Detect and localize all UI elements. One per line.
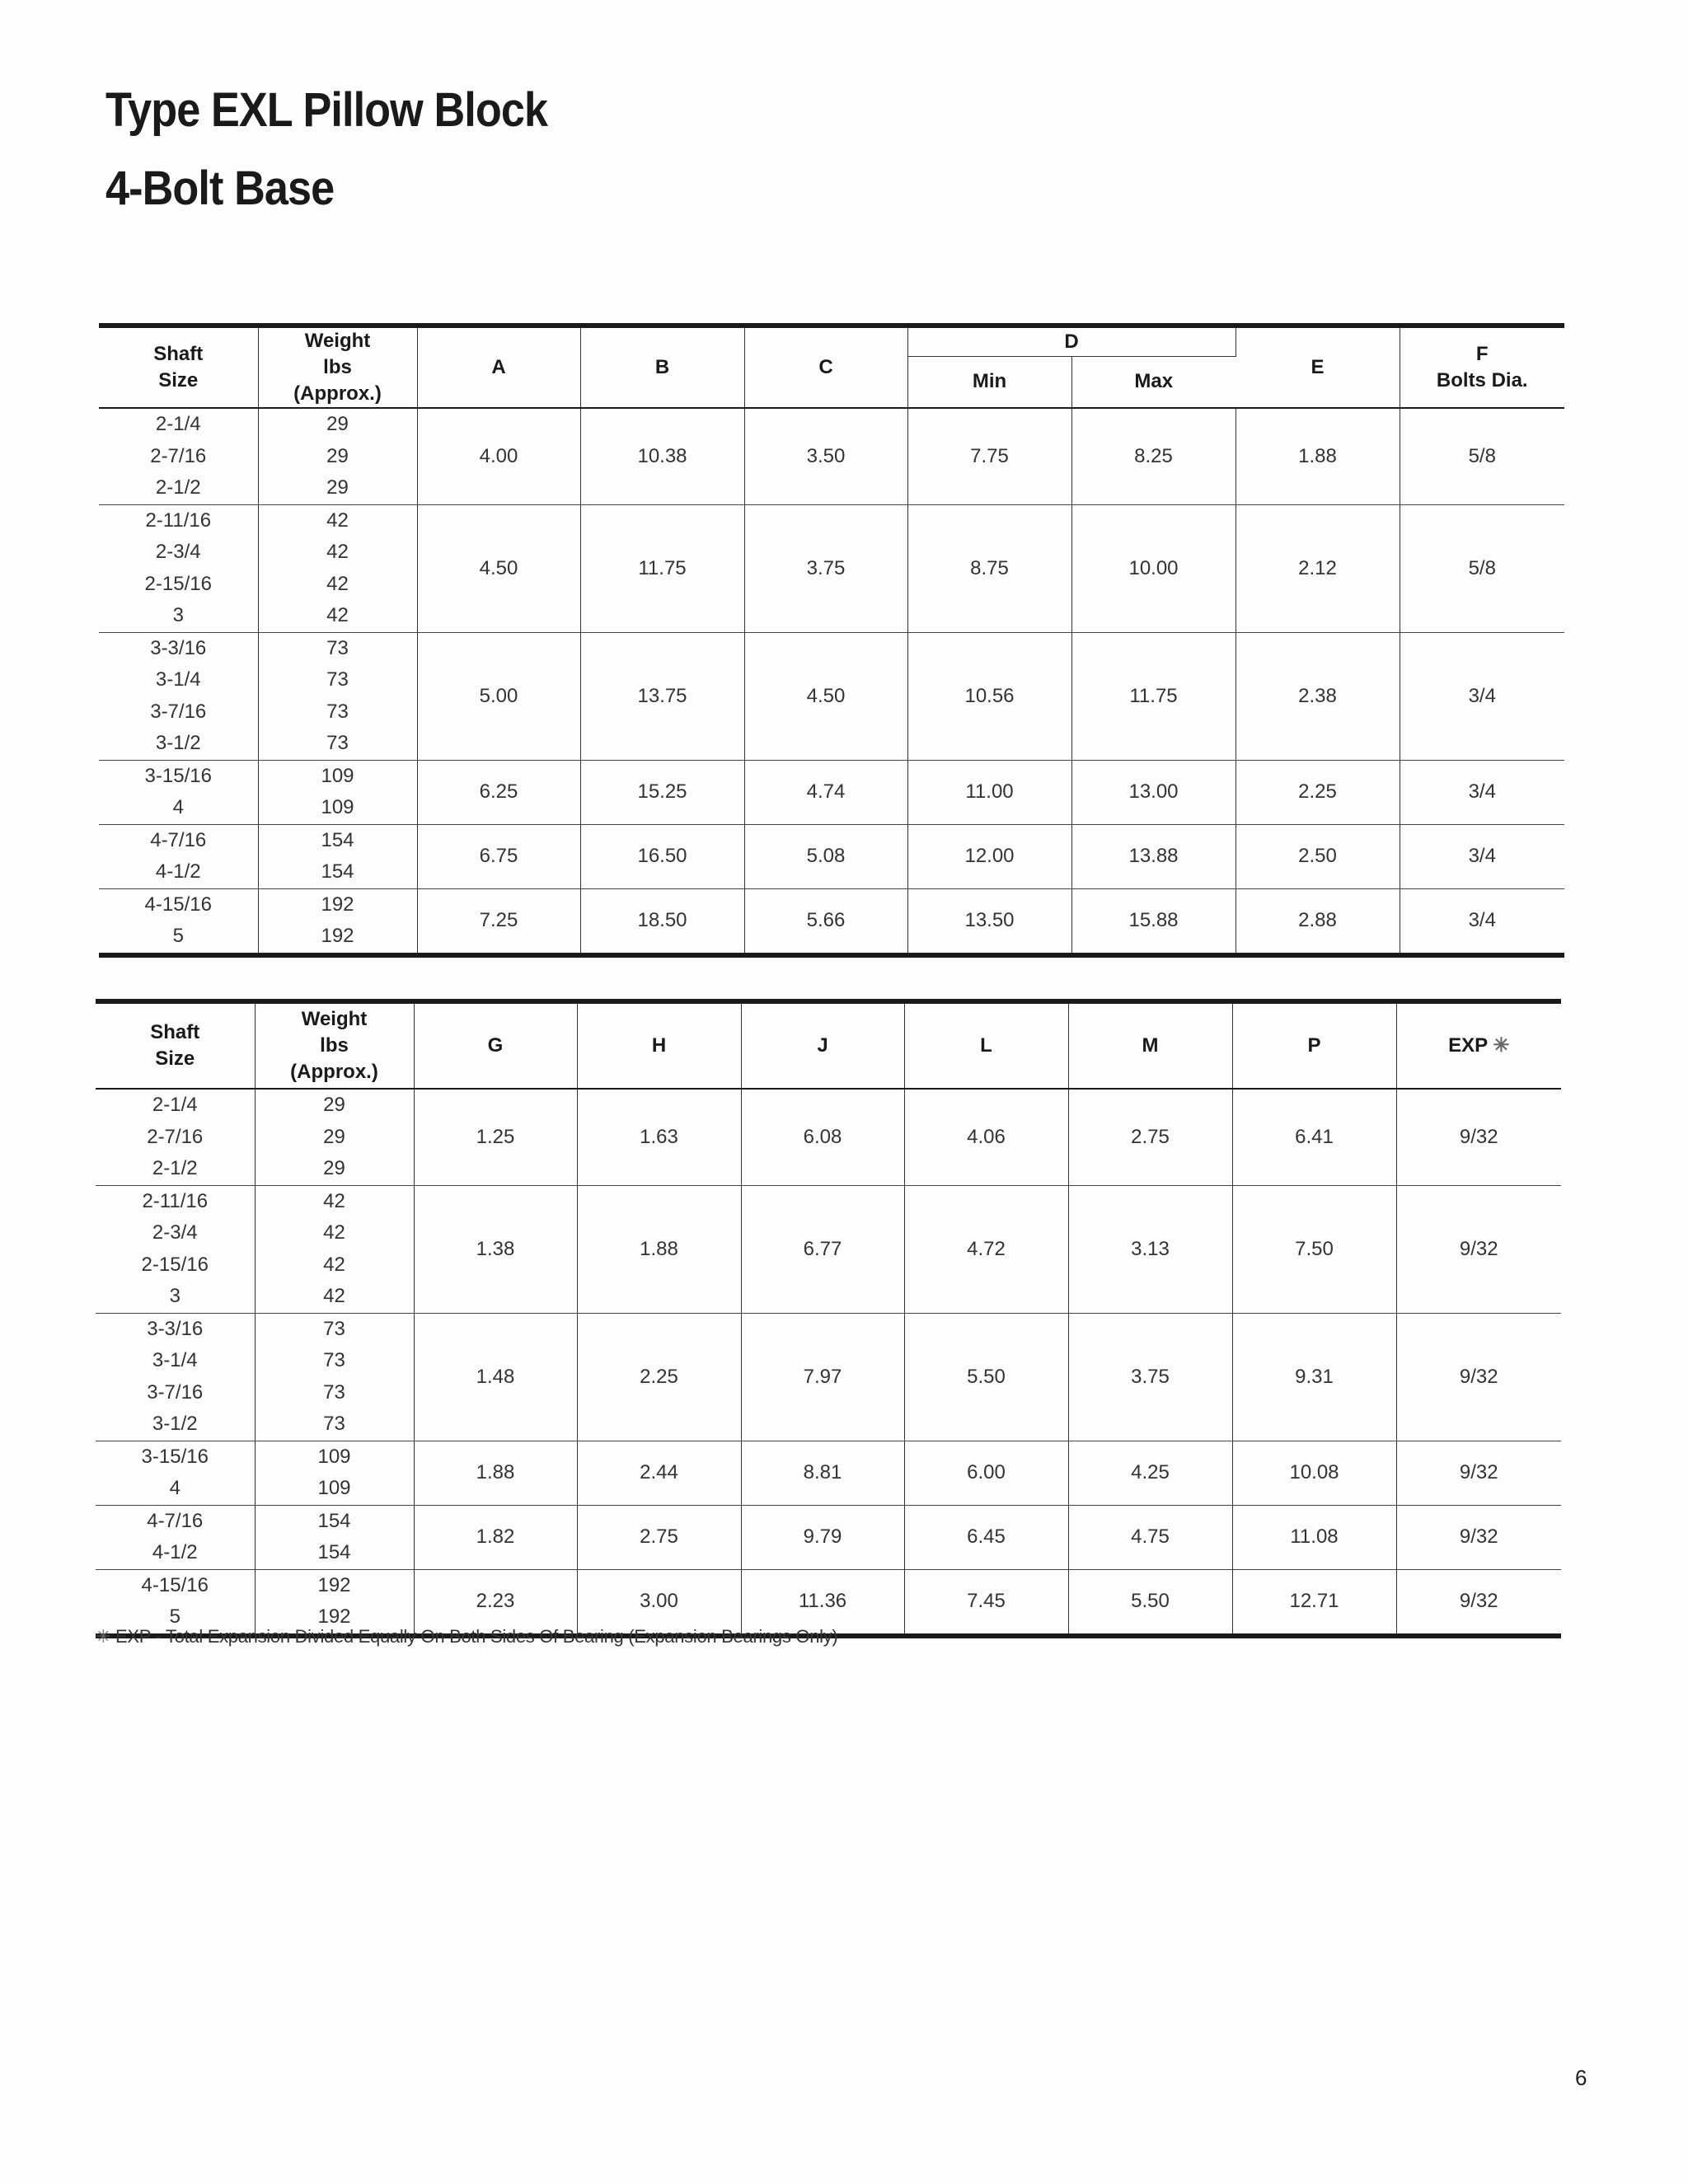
header-a: A	[417, 326, 580, 408]
dimension-cell: 7.50	[1232, 1185, 1396, 1313]
shaft-size: 2-15/16	[141, 1253, 209, 1276]
header-shaft-size: Shaft Size	[99, 326, 258, 408]
table-header	[99, 326, 1564, 408]
shaft-size: 5	[169, 1605, 181, 1628]
page-number: 6	[1575, 2065, 1587, 2090]
weight-cell	[258, 504, 417, 632]
weight-cell	[258, 888, 417, 955]
shaft-size-cell	[96, 1185, 255, 1313]
dimension-cell: 7.45	[904, 1569, 1068, 1636]
shaft-size: 4-1/2	[152, 1541, 198, 1563]
weight: 192	[321, 893, 354, 916]
shaft-size: 3	[172, 604, 184, 626]
header-weight: Weight lbs (Approx.)	[258, 326, 417, 408]
shaft-size: 3-15/16	[144, 764, 212, 787]
weight: 42	[323, 1221, 345, 1244]
weight: 154	[317, 1509, 351, 1532]
dimension-cell: 4.06	[904, 1089, 1068, 1185]
table-row	[99, 504, 1564, 632]
weight: 29	[326, 413, 349, 435]
dimension-cell: 11.75	[580, 504, 744, 632]
weight: 73	[326, 636, 349, 659]
dimension-cell: 3.50	[744, 408, 907, 504]
header-d-max: Max	[1071, 356, 1236, 408]
shaft-size: 3-15/16	[141, 1445, 209, 1468]
dimension-cell: 9/32	[1459, 1237, 1498, 1260]
dimension-cell: 2.12	[1236, 504, 1400, 632]
dimension-cell: 3/4	[1468, 780, 1496, 803]
dimension-cell: 2.50	[1236, 824, 1400, 888]
shaft-size: 3-3/16	[147, 1317, 204, 1340]
dimension-cell: 6.00	[904, 1441, 1068, 1505]
dimension-cell: 2.38	[1236, 632, 1400, 760]
shaft-size: 4-15/16	[144, 893, 212, 916]
shaft-size-cell	[99, 408, 258, 504]
shaft-size-cell	[99, 760, 258, 824]
header-shaft-size: Shaft Size	[96, 1001, 255, 1089]
weight: 154	[317, 1541, 351, 1563]
dimension-cell: 3.13	[1068, 1185, 1232, 1313]
shaft-size: 3-1/4	[155, 668, 201, 691]
weight: 42	[323, 1189, 345, 1212]
weight: 29	[326, 476, 349, 499]
dimension-cell: 6.41	[1232, 1089, 1396, 1185]
header-l: L	[904, 1001, 1068, 1089]
asterisk-icon: ✳	[96, 1626, 111, 1647]
shaft-size: 3-1/2	[155, 732, 201, 754]
weight: 73	[323, 1349, 345, 1371]
header-f: F Bolts Dia.	[1400, 326, 1564, 408]
dimension-cell: 13.50	[907, 888, 1071, 955]
weight-cell	[255, 1089, 414, 1185]
dimension-cell: 7.97	[741, 1313, 904, 1441]
shaft-size: 4-15/16	[141, 1573, 209, 1596]
dimension-cell: 4.75	[1068, 1505, 1232, 1569]
dimension-cell: 3.75	[1068, 1313, 1232, 1441]
dimension-cell: 9/32	[1459, 1461, 1498, 1483]
header-exp: EXP ✳	[1396, 1001, 1561, 1089]
shaft-size: 2-1/4	[152, 1094, 198, 1116]
table-row	[96, 1185, 1561, 1313]
dimension-cell: 11.08	[1232, 1505, 1396, 1569]
dimension-cell: 4.50	[744, 632, 907, 760]
dimension-cell: 18.50	[580, 888, 744, 955]
header-e: E	[1236, 326, 1400, 408]
shaft-size: 3-1/2	[152, 1413, 198, 1435]
dimension-cell: 2.44	[577, 1441, 741, 1505]
weight: 73	[326, 668, 349, 691]
shaft-size: 2-1/2	[152, 1157, 198, 1179]
weight: 42	[323, 1253, 345, 1276]
weight: 29	[323, 1157, 345, 1179]
dimension-cell: 5.00	[417, 632, 580, 760]
shaft-size: 4	[169, 1477, 181, 1499]
header-g: G	[414, 1001, 577, 1089]
shaft-size: 2-3/4	[152, 1221, 198, 1244]
shaft-size-cell	[96, 1441, 255, 1505]
shaft-size: 2-11/16	[142, 1189, 209, 1212]
dimension-cell: 13.88	[1071, 824, 1236, 888]
header-p: P	[1232, 1001, 1396, 1089]
weight: 109	[317, 1477, 351, 1499]
shaft-size: 3-3/16	[150, 636, 207, 659]
dimension-cell: 1.38	[414, 1185, 577, 1313]
dimension-cell: 12.71	[1232, 1569, 1396, 1636]
dimension-cell: 3.75	[744, 504, 907, 632]
weight: 73	[323, 1317, 345, 1340]
page-subtitle: 4-Bolt Base	[106, 162, 335, 215]
header-h: H	[577, 1001, 741, 1089]
weight: 42	[326, 509, 349, 532]
table-row	[96, 1505, 1561, 1569]
weight: 29	[323, 1094, 345, 1116]
dimension-cell: 3/4	[1468, 845, 1496, 867]
table-row	[99, 824, 1564, 888]
shaft-size: 2-7/16	[147, 1125, 204, 1148]
shaft-size: 4	[172, 796, 184, 818]
dimension-cell: 2.23	[414, 1569, 577, 1636]
weight: 109	[321, 764, 354, 787]
shaft-size: 3-7/16	[150, 700, 207, 723]
table-row	[96, 1089, 1561, 1185]
dimension-cell: 2.75	[1068, 1089, 1232, 1185]
dimension-cell: 11.36	[741, 1569, 904, 1636]
header-c: C	[744, 326, 907, 408]
dimension-cell: 8.75	[907, 504, 1071, 632]
dimension-cell: 10.56	[907, 632, 1071, 760]
shaft-size-cell	[99, 824, 258, 888]
weight: 73	[323, 1380, 345, 1404]
weight-cell	[258, 760, 417, 824]
dimension-cell: 5.66	[744, 888, 907, 955]
dimension-cell: 2.25	[577, 1313, 741, 1441]
dimension-cell: 9/32	[1459, 1365, 1498, 1388]
dimension-cell: 6.08	[741, 1089, 904, 1185]
dimension-cell: 1.88	[577, 1185, 741, 1313]
weight: 154	[321, 828, 354, 851]
table-header	[96, 1001, 1561, 1089]
weight: 73	[326, 700, 349, 723]
dimension-cell: 6.77	[741, 1185, 904, 1313]
header-d: D	[907, 326, 1236, 356]
weight: 109	[321, 796, 354, 818]
weight-cell	[258, 824, 417, 888]
dimension-cell: 5/8	[1468, 444, 1496, 467]
dimension-cell: 6.75	[417, 824, 580, 888]
shaft-size-cell	[96, 1505, 255, 1569]
weight: 42	[326, 604, 349, 626]
table-row	[96, 1313, 1561, 1441]
dimension-cell: 5.50	[904, 1313, 1068, 1441]
dimension-cell: 16.50	[580, 824, 744, 888]
asterisk-icon: ✳	[1493, 1034, 1510, 1057]
dimension-cell: 6.45	[904, 1505, 1068, 1569]
dimension-cell: 10.08	[1232, 1441, 1396, 1505]
weight: 29	[326, 444, 349, 467]
weight: 192	[321, 925, 354, 947]
shaft-size: 5	[172, 925, 184, 947]
dimension-cell: 1.25	[414, 1089, 577, 1185]
weight: 73	[323, 1413, 345, 1435]
dimension-cell: 5/8	[1468, 556, 1496, 579]
header-j: J	[741, 1001, 904, 1089]
weight: 109	[317, 1445, 351, 1468]
weight: 192	[317, 1573, 351, 1596]
dimension-cell: 15.88	[1071, 888, 1236, 955]
dimension-cell: 9/32	[1459, 1125, 1498, 1148]
shaft-size: 2-11/16	[145, 509, 212, 532]
shaft-size: 2-15/16	[144, 572, 212, 595]
dimension-cell: 11.75	[1071, 632, 1236, 760]
dimension-cell: 4.50	[417, 504, 580, 632]
dimension-cell: 2.88	[1236, 888, 1400, 955]
dimension-cell: 1.88	[414, 1441, 577, 1505]
dimension-cell: 1.88	[1236, 408, 1400, 504]
shaft-size: 3-7/16	[147, 1380, 204, 1404]
dimension-cell: 4.74	[744, 760, 907, 824]
shaft-size: 2-3/4	[155, 541, 201, 563]
weight: 42	[323, 1285, 345, 1307]
dimension-cell: 9/32	[1459, 1526, 1498, 1548]
dimension-cell: 6.25	[417, 760, 580, 824]
dimension-cell: 15.25	[580, 760, 744, 824]
weight: 73	[326, 732, 349, 754]
dimension-cell: 8.81	[741, 1441, 904, 1505]
header-m: M	[1068, 1001, 1232, 1089]
dimension-cell: 7.25	[417, 888, 580, 955]
header-b: B	[580, 326, 744, 408]
dimension-cell: 13.00	[1071, 760, 1236, 824]
dimension-cell: 9.31	[1232, 1313, 1396, 1441]
dimension-cell: 7.75	[907, 408, 1071, 504]
shaft-size: 2-1/4	[155, 413, 201, 435]
header-weight: Weight lbs (Approx.)	[255, 1001, 414, 1089]
weight-cell	[255, 1313, 414, 1441]
dimension-cell: 5.08	[744, 824, 907, 888]
page-title: Type EXL Pillow Block	[106, 83, 548, 137]
dimension-cell: 9/32	[1459, 1590, 1498, 1612]
dimension-cell: 8.25	[1071, 408, 1236, 504]
dimension-cell: 2.25	[1236, 760, 1400, 824]
table-row	[99, 632, 1564, 760]
dimension-cell: 1.63	[577, 1089, 741, 1185]
dimension-cell: 1.48	[414, 1313, 577, 1441]
table-row	[99, 760, 1564, 824]
table-row	[99, 888, 1564, 955]
dimensions-table-2	[96, 999, 1561, 1638]
dimension-cell: 9.79	[741, 1505, 904, 1569]
weight: 42	[326, 541, 349, 563]
dimension-cell: 11.00	[907, 760, 1071, 824]
shaft-size: 2-1/2	[155, 476, 201, 499]
weight-cell	[255, 1441, 414, 1505]
shaft-size: 2-7/16	[150, 444, 207, 467]
table-row	[99, 408, 1564, 504]
dimension-cell: 2.75	[577, 1505, 741, 1569]
footnote	[96, 1626, 837, 1647]
weight-cell	[258, 408, 417, 504]
shaft-size-cell	[96, 1089, 255, 1185]
dimension-cell: 10.38	[580, 408, 744, 504]
dimension-cell: 1.82	[414, 1505, 577, 1569]
shaft-size-cell	[96, 1313, 255, 1441]
dimension-cell: 3/4	[1468, 909, 1496, 931]
header-d-min: Min	[907, 356, 1071, 408]
dimension-cell: 10.00	[1071, 504, 1236, 632]
dimension-cell: 4.72	[904, 1185, 1068, 1313]
shaft-size: 4-7/16	[150, 828, 207, 851]
shaft-size: 4-1/2	[155, 860, 201, 883]
dimension-cell: 3/4	[1468, 684, 1496, 707]
dimension-cell: 4.25	[1068, 1441, 1232, 1505]
weight: 192	[317, 1605, 351, 1628]
dimension-cell: 3.00	[577, 1569, 741, 1636]
footnote-text: EXP - Total Expansion Divided Equally On Both Sides Of Bearing (Expansion Bearings Only)	[110, 1626, 838, 1647]
table-row	[96, 1441, 1561, 1505]
shaft-size-cell	[99, 632, 258, 760]
dimension-cell: 12.00	[907, 824, 1071, 888]
shaft-size: 3	[169, 1285, 181, 1307]
weight: 29	[323, 1125, 345, 1148]
dimensions-table-1	[99, 323, 1564, 958]
dimension-cell: 13.75	[580, 632, 744, 760]
weight-cell	[258, 632, 417, 760]
shaft-size: 4-7/16	[147, 1509, 204, 1532]
shaft-size: 3-1/4	[152, 1349, 198, 1371]
shaft-size-cell	[99, 888, 258, 955]
weight: 42	[326, 572, 349, 595]
weight-cell	[255, 1185, 414, 1313]
weight-cell	[255, 1505, 414, 1569]
weight: 154	[321, 860, 354, 883]
dimension-cell: 5.50	[1068, 1569, 1232, 1636]
shaft-size-cell	[99, 504, 258, 632]
dimension-cell: 4.00	[417, 408, 580, 504]
